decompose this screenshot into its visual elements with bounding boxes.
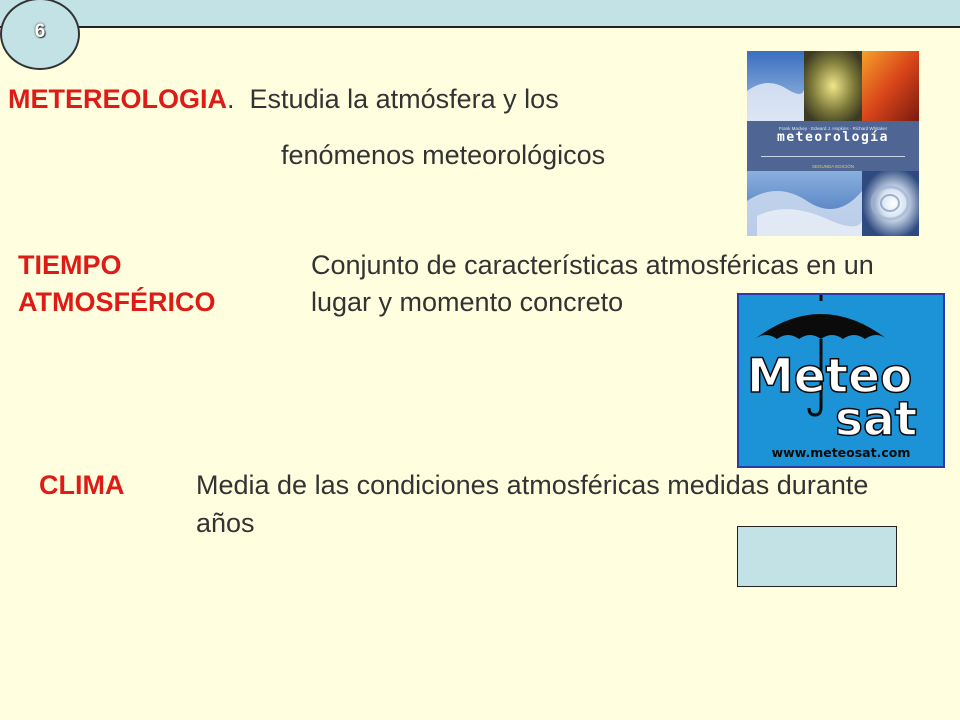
- book-edition: SEGUNDA EDICIÓN: [811, 164, 855, 169]
- book-authors: Frank Mackey · Edward J. Hopkins · Richard Whitaker: [778, 126, 888, 131]
- meteorologia-term: METEREOLOGIA: [8, 84, 228, 114]
- tiempo-term-line2: ATMOSFÉRICO: [18, 287, 216, 317]
- cloud-photo-2: [804, 51, 862, 121]
- clima-definition-line2: años: [196, 508, 255, 538]
- logo-word-meteo: Meteo: [747, 349, 913, 404]
- meteorologia-line1: [8, 84, 559, 115]
- meteosat-logo[interactable]: [737, 293, 945, 468]
- slide-number-badge: [0, 0, 80, 70]
- logo-word-sat: sat: [835, 392, 918, 447]
- clima-term: CLIMA: [39, 470, 125, 500]
- tiempo-definition-line2: lugar y momento concreto: [311, 287, 624, 317]
- clima-definition-line1: Media de las condiciones atmosféricas medidas durante: [196, 470, 869, 500]
- tiempo-definition-line1: Conjunto de características atmosféricas en un: [311, 250, 874, 280]
- tiempo-term-line1: TIEMPO: [18, 250, 122, 280]
- top-header-band: [0, 0, 960, 28]
- blank-placeholder-box: [737, 526, 897, 587]
- meteorology-book-cover: [747, 51, 919, 236]
- sunset-photo: [862, 51, 919, 121]
- meteorologia-definition-line1: Estudia la atmósfera y los: [249, 84, 559, 114]
- meteorologia-punct: .: [227, 84, 235, 114]
- book-title: meteorología: [777, 130, 889, 145]
- meteorologia-definition-line2: fenómenos meteorológicos: [281, 140, 606, 170]
- slide-number: 6: [34, 21, 46, 42]
- logo-url[interactable]: www.meteosat.com: [771, 445, 911, 460]
